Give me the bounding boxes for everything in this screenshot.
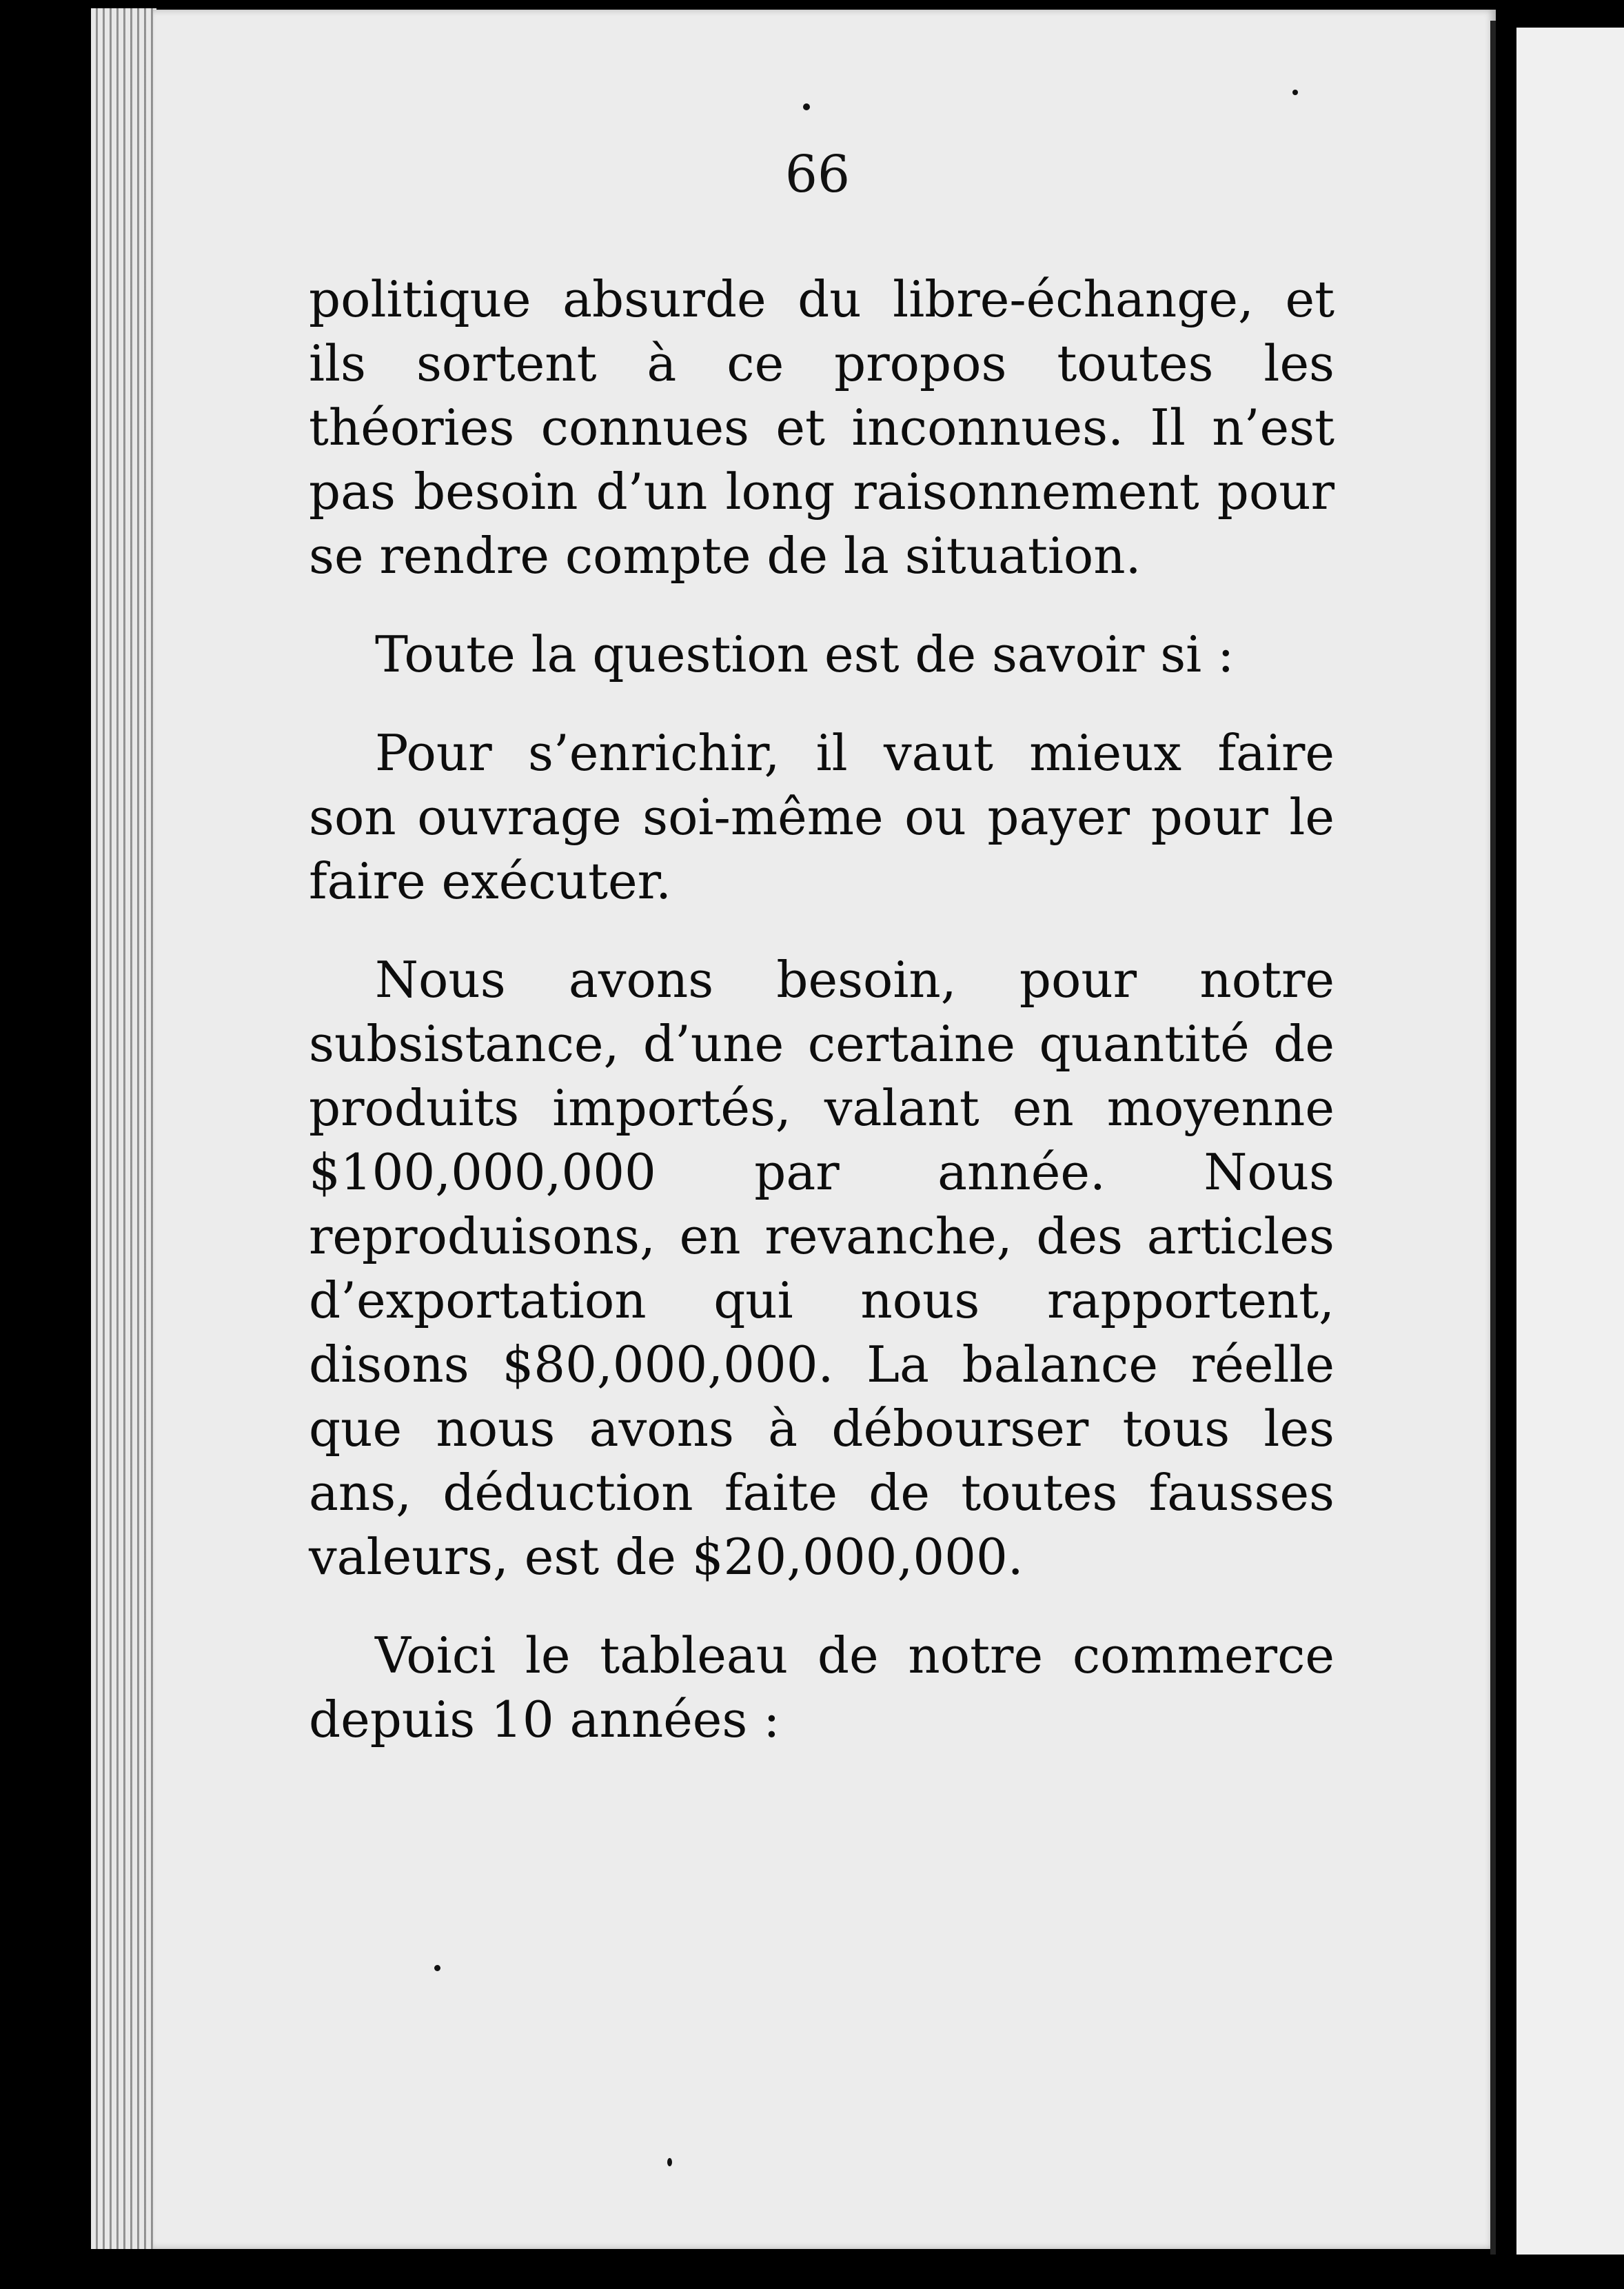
- dust-speck: [803, 103, 810, 110]
- page-border: [1490, 21, 1496, 2255]
- page-body: [309, 268, 1334, 1786]
- dust-speck: [1292, 90, 1298, 95]
- paragraph-4: Nous avons besoin, pour notre subsistance, d’une certaine quantité de produits importés, valant en moyenne $100,000,000 par année. Nous reproduisons, en revanche, des articles d’exportation qui nous rapportent, disons $80,000,000. La balance réelle que nous avons à débourser tous les ans, déduction faite de toutes fausses valeurs, est de $20,000,000.: [309, 951, 1334, 1586]
- page-edges: [91, 8, 156, 2249]
- paragraph-2: Toute la question est de savoir si :: [375, 625, 1235, 683]
- dust-speck: [434, 1965, 440, 1971]
- page-number: 66: [784, 145, 851, 204]
- paragraph-3: Pour s’enrichir, il vaut mieux faire son ouvrage soi-même ou payer pour le faire exécuter.: [309, 724, 1334, 910]
- paragraph-1: politique absurde du libre-échange, et ils sortent à ce propos toutes les théories connues et inconnues. Il n’est pas besoin d’un long raisonnement pour se rendre compte de la situation.: [309, 270, 1334, 585]
- adjacent-page: [1516, 28, 1624, 2255]
- paragraph-5: Voici le tableau de notre commerce depuis 10 années :: [309, 1626, 1334, 1748]
- dust-speck: [667, 2158, 672, 2166]
